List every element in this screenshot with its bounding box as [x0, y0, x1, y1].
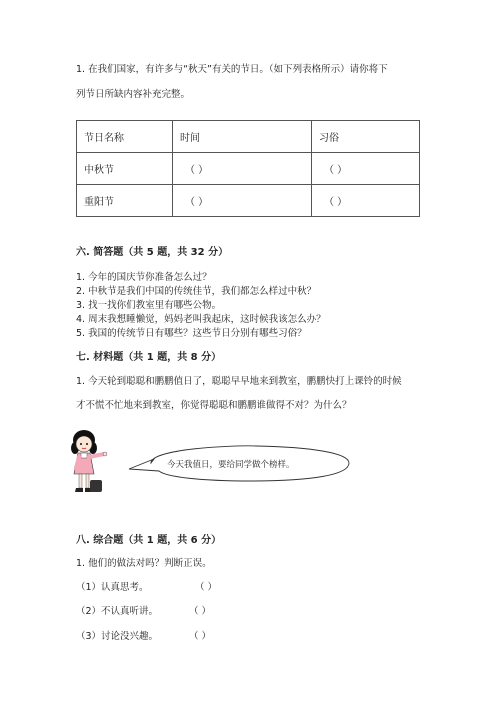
header-time: 时间 — [173, 121, 312, 153]
row-time-blank: （ ） — [173, 153, 312, 185]
list-item: 5. 我国的传统节日有哪些？这些节日分别有哪些习俗？ — [76, 328, 307, 339]
list-item: 2. 中秋节是我们中国的传统佳节，我们都怎么样过中秋？ — [76, 286, 317, 297]
list-item: 3. 找一找你们教室里有哪些公物。 — [76, 300, 222, 311]
judgment-item-blank: （ ） — [189, 606, 212, 617]
q1-line-2: 列节日所缺内容补充完整。 — [76, 89, 191, 100]
header-custom: 习俗 — [312, 121, 420, 153]
judgment-item-blank: （ ） — [189, 631, 212, 642]
section7-line-1: 1. 今天轮到聪聪和鹏鹏值日了，聪聪早早地来到教室，鹏鹏快打上课铃的时候 — [76, 376, 402, 387]
festival-table — [76, 120, 420, 217]
judgment-item-label: （2）不认真听讲。 — [76, 606, 159, 617]
section8-intro: 1. 他们的做法对吗？判断正误。 — [76, 558, 212, 569]
judgment-item-label: （1）认真思考。 — [76, 582, 149, 593]
judgment-item-label: （3）讨论没兴趣。 — [76, 631, 159, 642]
section6-title: 六. 简答题（共 5 题，共 32 分） — [76, 247, 229, 258]
table-row — [77, 185, 420, 217]
row-custom-blank: （ ） — [312, 185, 420, 217]
judgment-item-blank: （ ） — [195, 582, 218, 593]
student-girl-illustration — [70, 428, 128, 500]
list-item: 1. 今年的国庆节你准备怎么过？ — [76, 272, 212, 283]
row-festival: 重阳节 — [77, 185, 173, 217]
q1-line-1: 1. 在我们国家，有许多与“秋天”有关的节日。（如下列表格所示）请你将下 — [76, 64, 388, 75]
row-festival: 中秋节 — [77, 153, 173, 185]
section7-title: 七. 材料题（共 1 题，共 8 分） — [76, 352, 222, 363]
table-header-row — [77, 121, 420, 153]
row-time-blank: （ ） — [173, 185, 312, 217]
table-row — [77, 153, 420, 185]
speech-bubble-text: 今天我值日，要给同学做个榜样。 — [167, 460, 295, 470]
section8-title: 八. 综合题（共 1 题，共 6 分） — [76, 535, 222, 546]
header-festival-name: 节日名称 — [77, 121, 173, 153]
row-custom-blank: （ ） — [312, 153, 420, 185]
section7-line-2: 才不慌不忙地来到教室，你觉得聪聪和鹏鹏谁做得不对？为什么？ — [76, 400, 352, 411]
list-item: 4. 周末我想睡懒觉，妈妈老叫我起床，这时候我该怎么办？ — [76, 314, 326, 325]
